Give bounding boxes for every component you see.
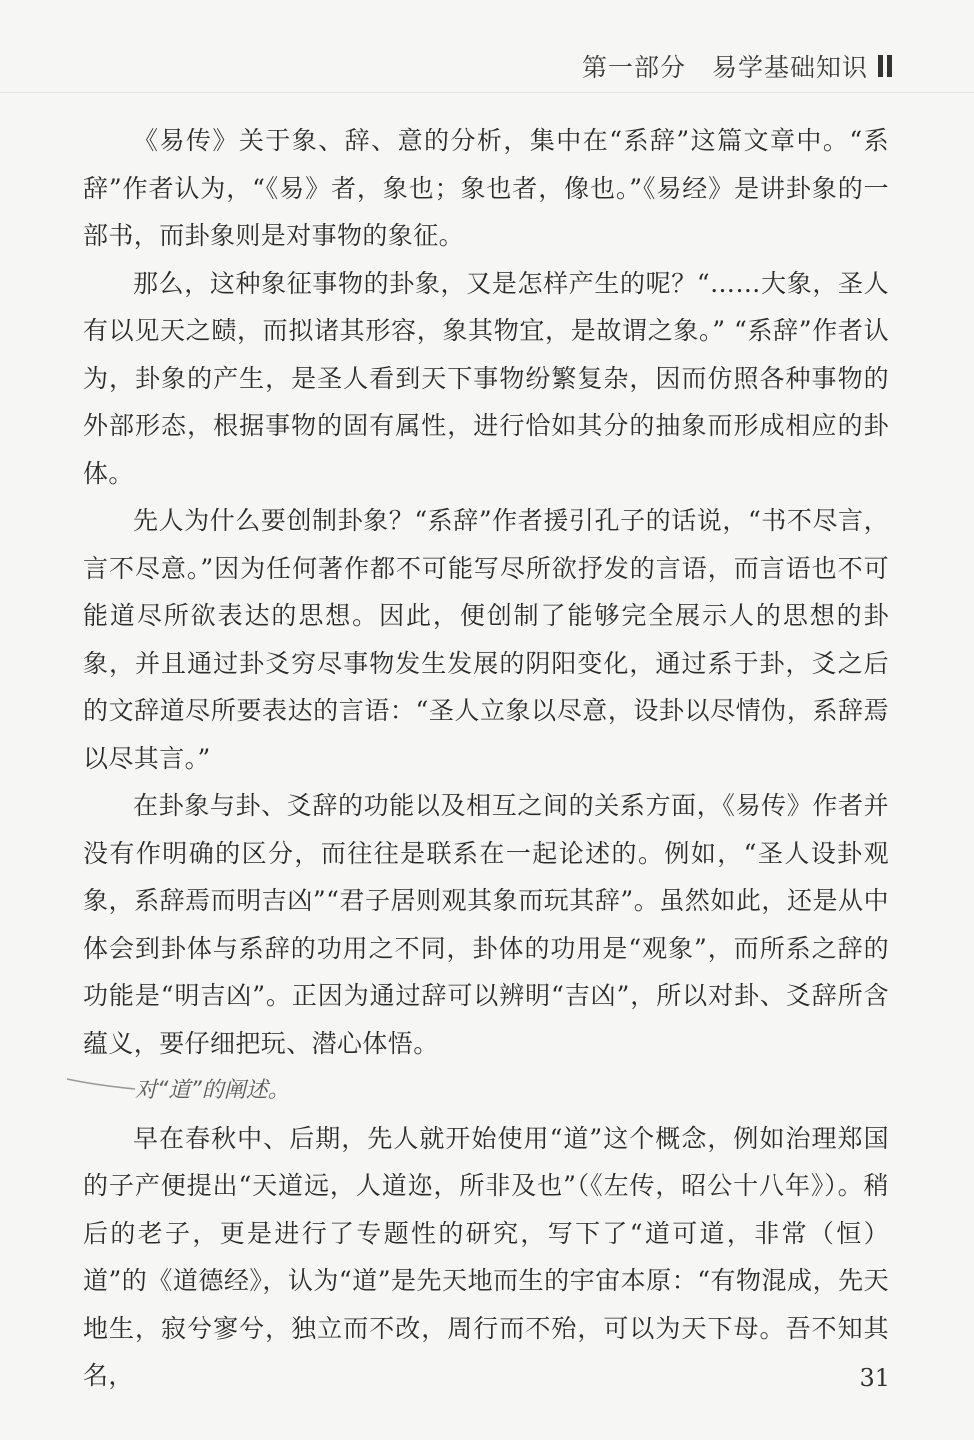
pencil-stroke-icon (65, 1075, 137, 1095)
header-title: 易学基础知识 (711, 53, 868, 82)
header-rule (0, 92, 974, 93)
paragraph: 在卦象与卦、爻辞的功能以及相互之间的关系方面，《易传》作者并没有作明确的区分，而往往是联系在一起论述的。例如，“圣人设卦观象，系辞焉而明吉凶”“君子居则观其象而玩其辞”。虽然如此，还是从中体会到卦体与系辞的功用之不同，卦体的功用是“观象”，而所系之辞的功能是“明吉凶”。正因为通过辞可以辨明“吉凶”，所以对卦、爻辞所含蕴义，要仔细把玩、潜心体悟。 (83, 791, 889, 1058)
paragraph: 《易传》关于象、辞、意的分析，集中在“系辞”这篇文章中。“系辞”作者认为，“《易》者，象也；象也者，像也。”《易经》是讲卦象的一部书，而卦象则是对事物的象征。 (83, 126, 889, 250)
handwritten-annotation (83, 1067, 889, 1115)
header-bar-marker-icon (878, 55, 892, 77)
paragraph: 那么，这种象征事物的卦象，又是怎样产生的呢？“……大象，圣人有以见天之赜，而拟诸其形容，象其物宜，是故谓之象。” “系辞”作者认为，卦象的产生，是圣人看到天下事物纷繁复杂，因而仿照各种事物的外部形态，根据事物的固有属性，进行恰如其分的抽象而形成相应的卦体。 (83, 268, 889, 488)
header-part: 第一部分 (581, 53, 686, 82)
page-body (83, 117, 889, 1400)
handwritten-note-text: 对“道”的阐述。 (135, 1078, 290, 1103)
running-header (582, 48, 892, 84)
page-number: 31 (859, 1364, 890, 1392)
paragraph: 早在春秋中、后期，先人就开始使用“道”这个概念，例如治理郑国的子产便提出“天道远，人道迩，所非及也”（《左传，昭公十八年》）。稍后的老子，更是进行了专题性的研究，写下了“道可道，非常（恒）道”的《道德经》，认为“道”是先天地而生的宇宙本原：“有物混成，先天地生，寂兮寥兮，独立而不改，周行而不殆，可以为天下母。吾不知其名， (83, 1123, 889, 1390)
paragraph: 先人为什么要创制卦象？“系辞”作者援引孔子的话说，“书不尽言，言不尽意。”因为任何著作都不可能写尽所欲抒发的言语，而言语也不可能道尽所欲表达的思想。因此，便创制了能够完全展示人的思想的卦象，并且通过卦爻穷尽事物发生发展的阴阳变化，通过系于卦，爻之后的文辞道尽所要表达的言语：“圣人立象以尽意，设卦以尽情伪，系辞焉以尽其言。” (83, 506, 889, 773)
